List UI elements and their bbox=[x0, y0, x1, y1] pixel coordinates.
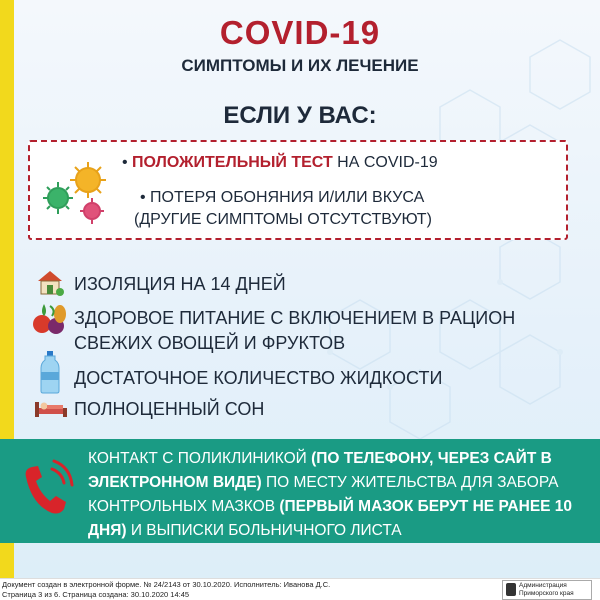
recommendation-fluids: ДОСТАТОЧНОЕ КОЛИЧЕСТВО ЖИДКОСТИ bbox=[74, 368, 443, 388]
recommendation-nutrition-line2: СВЕЖИХ ОВОЩЕЙ И ФРУКТОВ bbox=[74, 333, 346, 353]
footer-line2: Страница 3 из 6. Страница создана: 30.10.2020 14:45 bbox=[2, 590, 190, 599]
condition-positive-test-highlight: ПОЛОЖИТЕЛЬНЫЙ ТЕСТ bbox=[132, 154, 333, 171]
recommendation-nutrition-line1: ЗДОРОВОЕ ПИТАНИЕ С ВКЛЮЧЕНИЕМ В РАЦИОН bbox=[74, 308, 516, 328]
bed-icon bbox=[34, 398, 68, 418]
contact-text-bold1: (ПО ТЕЛЕФОНУ, ЧЕРЕЗ САЙТ В ЭЛЕКТРОННОМ ВИДЕ) bbox=[88, 450, 552, 491]
administration-line2: Приморского края bbox=[519, 590, 574, 597]
water-bottle-icon bbox=[38, 350, 62, 394]
phone-icon bbox=[18, 455, 76, 519]
administration-line1: Администрация bbox=[519, 582, 567, 589]
condition-smell-loss-line1: • ПОТЕРЯ ОБОНЯНИЯ И/ИЛИ ВКУСА bbox=[140, 189, 425, 206]
administration-stamp bbox=[502, 580, 592, 600]
recommendation-sleep: ПОЛНОЦЕННЫЙ СОН bbox=[74, 399, 265, 419]
coat-of-arms-icon bbox=[506, 583, 516, 596]
contact-text-part3: И ВЫПИСКИ БОЛЬНИЧНОГО ЛИСТА bbox=[126, 522, 402, 539]
contact-text-part1: КОНТАКТ С ПОЛИКЛИНИКОЙ bbox=[88, 450, 312, 467]
footer-line1: Документ создан в электронной форме. № 24/2143 от 30.10.2020. Исполнитель: Иванова Д.С. bbox=[2, 580, 331, 589]
condition-smell-loss bbox=[134, 187, 432, 231]
contact-text-bold2: (ПЕРВЫЙ МАЗОК БЕРУТ НЕ РАНЕЕ 10 ДНЯ) bbox=[88, 498, 573, 539]
administration-text bbox=[519, 582, 574, 598]
page-title: COVID-19 bbox=[219, 14, 381, 51]
recommendation-nutrition bbox=[74, 306, 515, 356]
virus-icon bbox=[40, 158, 112, 226]
contact-text-part2: ПО МЕСТУ ЖИТЕЛЬСТВА ДЛЯ ЗАБОРА КОНТРОЛЬНЫХ МАЗКОВ bbox=[88, 474, 559, 515]
page-subtitle: СИМПТОМЫ И ИХ ЛЕЧЕНИЕ bbox=[181, 56, 419, 75]
footer-text bbox=[2, 580, 330, 600]
recommendation-isolation: ИЗОЛЯЦИЯ НА 14 ДНЕЙ bbox=[74, 274, 286, 294]
condition-smell-loss-line2: (ДРУГИЕ СИМПТОМЫ ОТСУТСТВУЮТ) bbox=[134, 211, 432, 228]
contact-text bbox=[88, 447, 593, 543]
condition-positive-test-rest: НА COVID-19 bbox=[332, 154, 438, 171]
vegetables-icon bbox=[30, 300, 70, 336]
house-icon bbox=[34, 268, 66, 296]
if-you-heading: ЕСЛИ У ВАС: bbox=[223, 102, 377, 129]
condition-positive-test: • ПОЛОЖИТЕЛЬНЫЙ ТЕСТ НА COVID-19 bbox=[122, 154, 438, 171]
